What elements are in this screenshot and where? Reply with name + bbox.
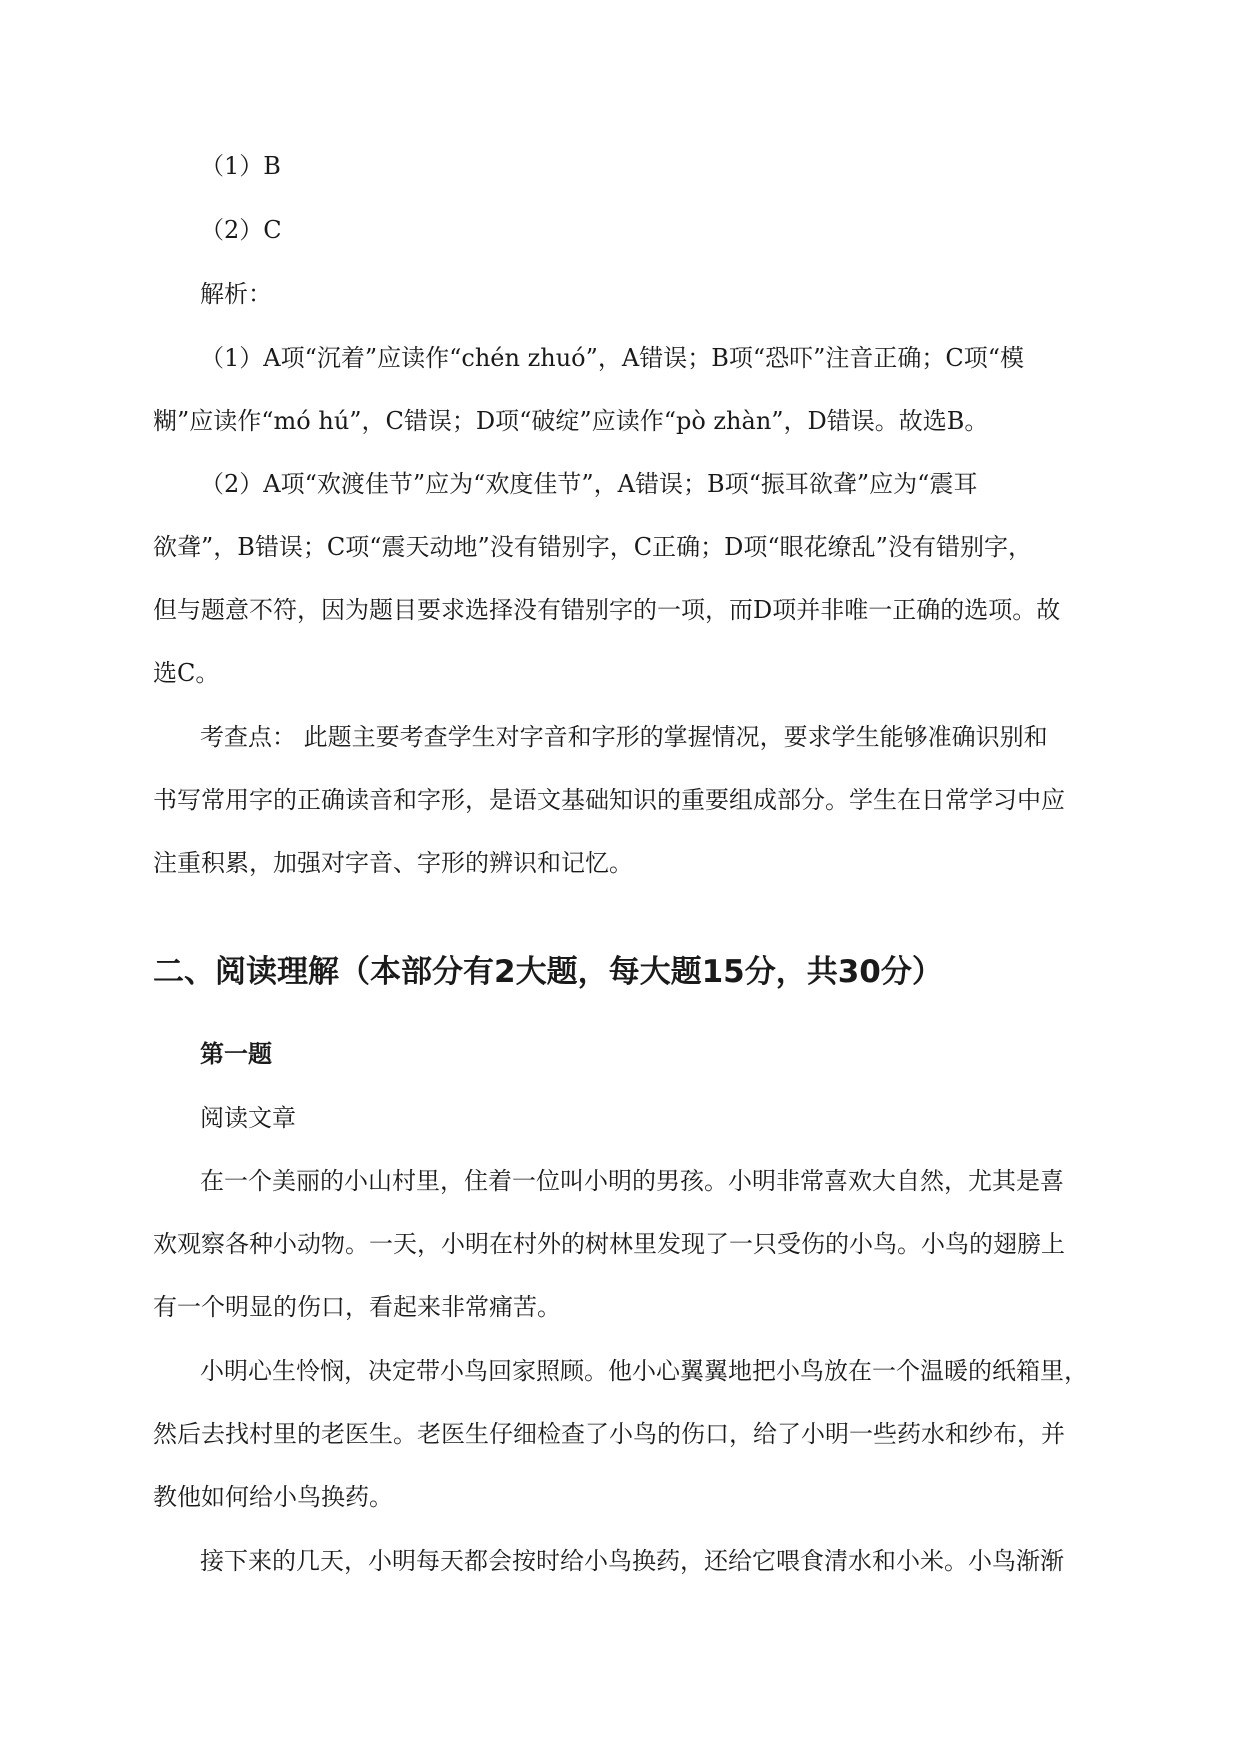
article-line: 接下来的几天，小明每天都会按时给小鸟换药，还给它喂食清水和小米。小鸟渐渐 — [200, 1547, 1064, 1575]
analysis-q2-line: 但与题意不符，因为题目要求选择没有错别字的一项，而D项并非唯一正确的选项。故 — [153, 596, 1061, 624]
analysis-label: 解析： — [200, 280, 272, 308]
key-point-line: 考查点： 此题主要考查学生对字音和字形的掌握情况，要求学生能够准确识别和 — [200, 723, 1048, 751]
analysis-q2-line: （2）A项“欢渡佳节”应为“欢度佳节”，A错误；B项“振耳欲聋”应为“震耳 — [200, 470, 978, 498]
analysis-q2-line: 欲聋”，B错误；C项“震天动地”没有错别字，C正确；D项“眼花缭乱”没有错别字， — [153, 533, 1032, 561]
article-line: 在一个美丽的小山村里，住着一位叫小明的男孩。小明非常喜欢大自然，尤其是喜 — [200, 1167, 1064, 1195]
section-heading: 二、阅读理解（本部分有2大题，每大题15分，共30分） — [153, 954, 943, 990]
question-title: 第一题 — [200, 1040, 272, 1068]
article-line: 欢观察各种小动物。一天，小明在村外的树林里发现了一只受伤的小鸟。小鸟的翅膀上 — [153, 1230, 1065, 1258]
key-point-line: 注重积累，加强对字音、字形的辨识和记忆。 — [153, 849, 633, 877]
article-line: 教他如何给小鸟换药。 — [153, 1483, 393, 1511]
read-label: 阅读文章 — [200, 1104, 296, 1132]
key-point-line: 书写常用字的正确读音和字形，是语文基础知识的重要组成部分。学生在日常学习中应 — [153, 786, 1065, 814]
analysis-q1-line: （1）A项“沉着”应读作“chén zhuó”，A错误；B项“恐吓”注音正确；C项“模 — [200, 344, 1025, 372]
article-line: 然后去找村里的老医生。老医生仔细检查了小鸟的伤口，给了小明一些药水和纱布，并 — [153, 1420, 1065, 1448]
answer-1: （1）B — [200, 152, 281, 180]
article-line: 小明心生怜悯，决定带小鸟回家照顾。他小心翼翼地把小鸟放在一个温暖的纸箱里， — [200, 1357, 1088, 1385]
analysis-q2-line: 选C。 — [153, 659, 220, 687]
article-line: 有一个明显的伤口，看起来非常痛苦。 — [153, 1293, 561, 1321]
answer-2: （2）C — [200, 216, 282, 244]
analysis-q1-line: 糊”应读作“mó hú”，C错误；D项“破绽”应读作“pò zhàn”，D错误。故选B。 — [153, 407, 989, 435]
